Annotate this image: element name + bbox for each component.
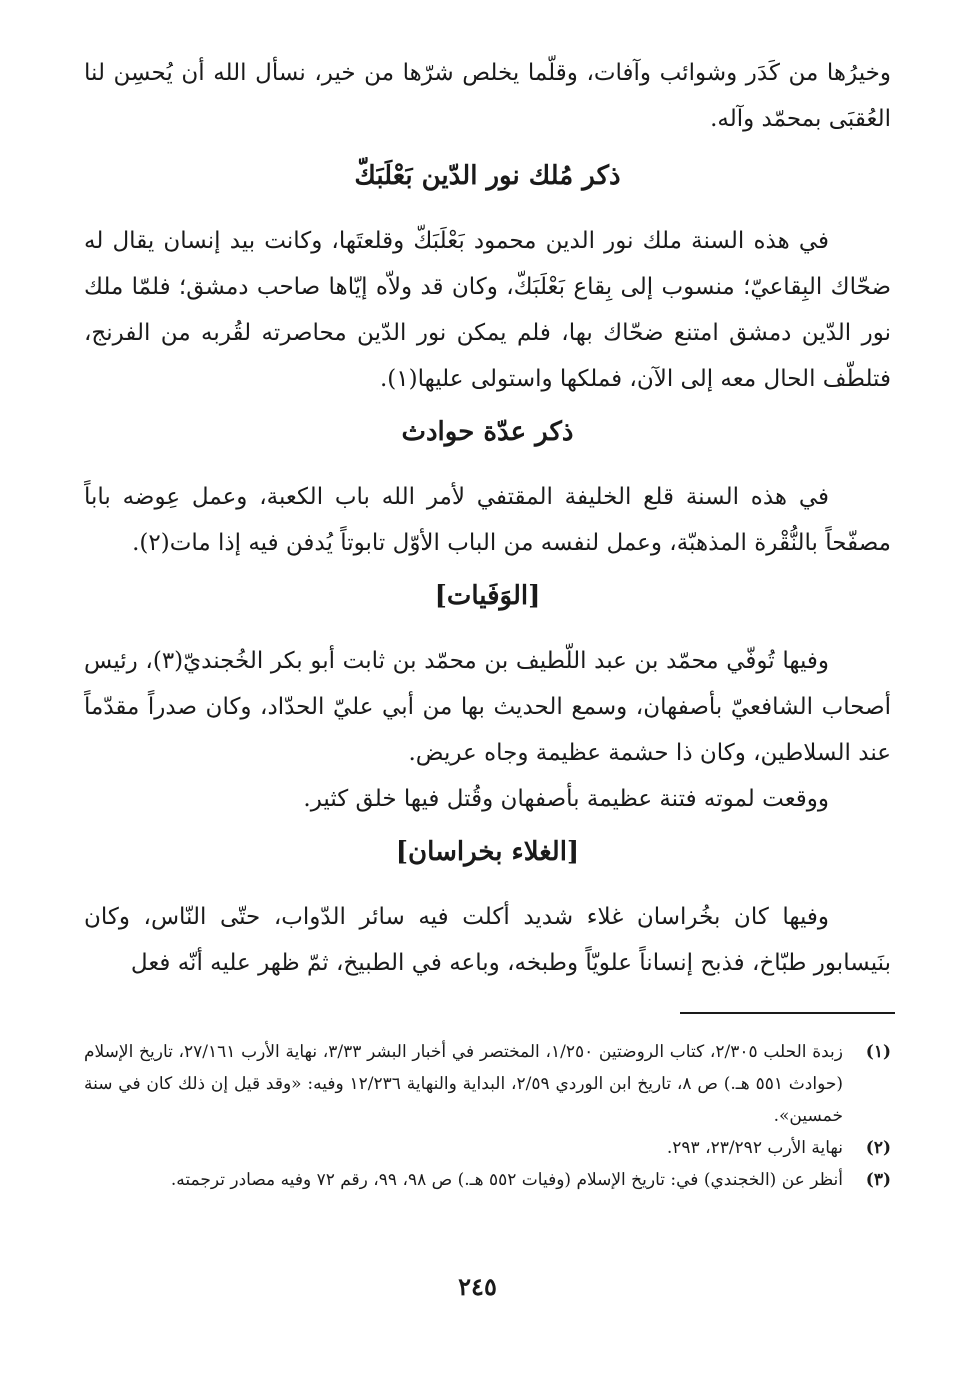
section-heading-deaths: [الوَفَيات] [434, 581, 541, 611]
paragraph-nur-al-din: في هذه السنة ملك نور الدين محمود بَعْلَبَكّ وقلعتَها، وكانت بيد إنسان يقال له ضحّاك البِقاعيّ؛ منسوب إلى بِقاع بَعْلَبَكّ، وكان قد ولاّه إيّاها صاحب دمشق؛ فلمّا ملك نور الدّين دمشق امتنع ضحّاك بها، فلم يمكن نور الدّين محاصرته لقُربه من الفرنج، فتلطّف الحال معه إلى الآن، فملكها واستولى عليها(١). [84, 228, 891, 392]
footnote-text: أنظر عن (الخجندي) في: تاريخ الإسلام (وفيات ٥٥٢ هـ.) ص ٩٨، ٩٩، رقم ٧٢ وفيه مصادر ترجمته. [170, 1170, 843, 1190]
section-heading-events: ذكر عدّة حوادث [401, 417, 574, 447]
paragraph-deaths-2: ووقعت لموته فتنة عظيمة بأصفهان وقُتل فيها خلق كثير. [303, 786, 829, 812]
page-number: ٢٤٥ [458, 1272, 497, 1301]
section-heading-nur-al-din: ذكر مُلك نور الدّين بَعْلَبَكّ [354, 161, 621, 191]
section-heading-famine: [الغلاء بخراسان] [395, 837, 580, 867]
paragraph-deaths: وفيها تُوفّي محمّد بن عبد اللّطيف بن محمّد بن ثابت أبو بكر الخُجنديّ(٣)، رئيس أصحاب الشافعيّ بأصفهان، وسمع الحديث بها من أبي عليّ الحدّاد، وكان صدراً مقدّماً عند السلاطين، وكان ذا حشمة عظيمة وجاه عريض. [84, 648, 891, 766]
footnote [84, 1164, 891, 1196]
footnote-text: زبدة الحلب ٢/٣٠٥، كتاب الروضتين ١/٢٥٠، المختصر في أخبار البشر ٣/٣٣، نهاية الأرب ٢٧/١٦١، تاريخ الإسلام (حوادث ٥٥١ هـ.) ص ٨، تاريخ ابن الوردي ٢/٥٩، البداية والنهاية ١٢/٢٣٦ وفيه: «وقد قيل إن ذلك كان في سنة خمسين». [84, 1042, 844, 1126]
footnote-number: (١) [865, 1042, 891, 1062]
footnote [84, 1036, 891, 1132]
main-text [84, 50, 891, 986]
paragraph-famine: وفيها كان بخُراسان غلاء شديد أكلت فيه سائر الدّواب، حتّى النّاس، وكان بنَيسابور طبّاخ، فذبح إنساناً علويّاً وطبخه، وباعه في الطبيخ، ثمّ ظهر عليه أنّه فعل [84, 904, 891, 976]
footnote-number: (٢) [865, 1138, 891, 1158]
footnote-number: (٣) [865, 1170, 891, 1190]
footnotes [84, 1036, 891, 1196]
footnote [84, 1132, 891, 1164]
intro-paragraph: وخيرُها من كَدَر وشوائب وآفات، وقلّما يخلص شرّها من خير، نسأل الله أن يُحسِن لنا العُقبَى بمحمّد وآله. [84, 60, 891, 132]
paragraph-events: في هذه السنة قلع الخليفة المقتفي لأمر الله باب الكعبة، وعمل عِوضه باباً مصفّحاً بالنُّقْرة المذهبّة، وعمل لنفسه من الباب الأوّل تابوتاً يُدفن فيه إذا مات(٢). [84, 484, 891, 556]
footnote-divider [680, 1012, 895, 1014]
footnote-text: نهاية الأرب ٢٣/٢٩٢، ٢٩٣. [666, 1138, 843, 1158]
